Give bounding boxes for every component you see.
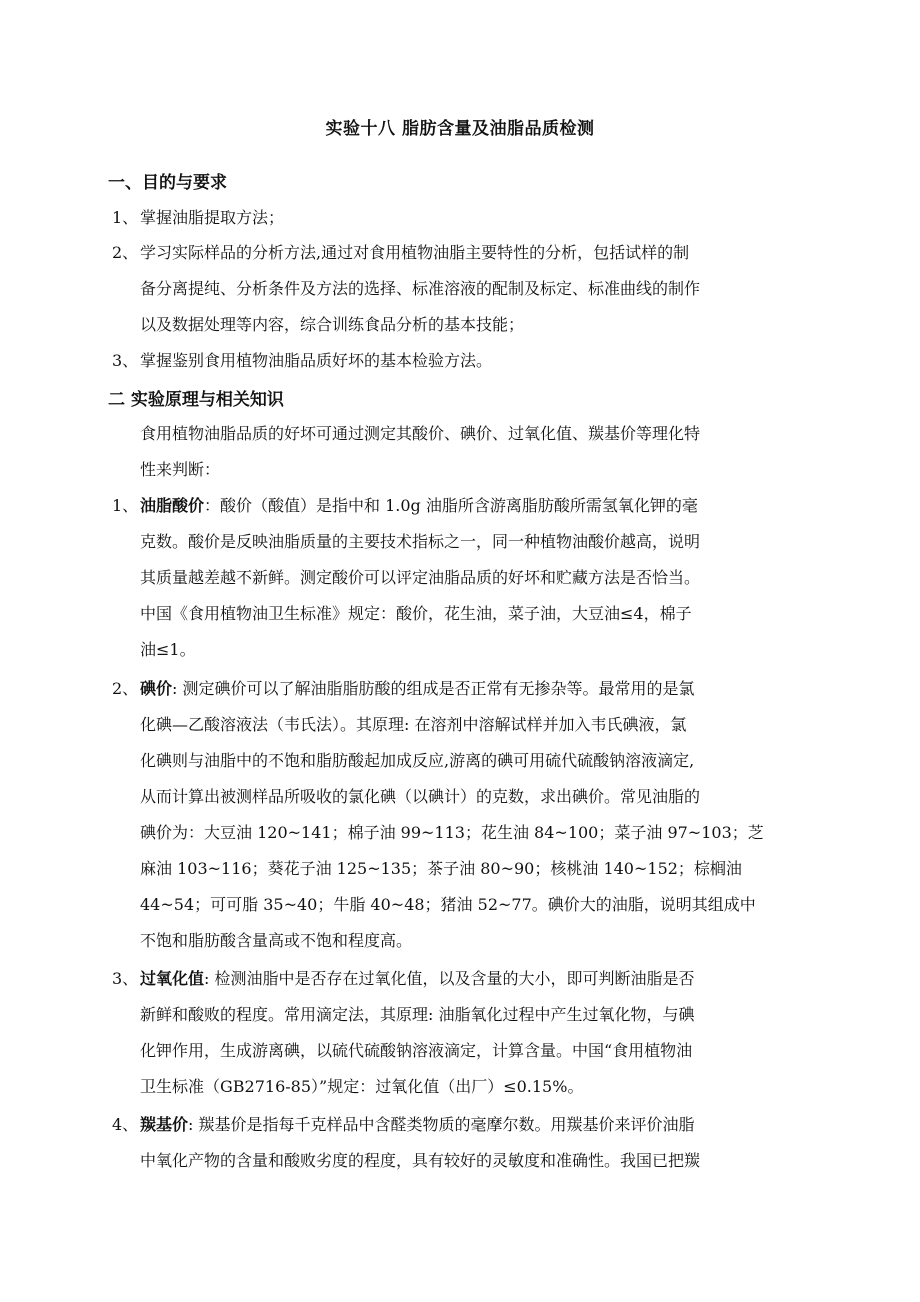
- list-number: 3、: [112, 351, 139, 370]
- list-item-line: 掌握油脂提取方法；: [140, 208, 285, 227]
- list-item-line: 碘价为：大豆油 120~141；棉子油 99~113；花生油 84~100；菜子油 97~103；芝: [140, 823, 764, 842]
- list-item-line: [140, 966, 790, 989]
- term-peroxide-value: 过氧化值: [140, 969, 205, 988]
- term-carbonyl-value: 羰基价: [140, 1115, 189, 1134]
- term-iodine-value: 碘价: [140, 679, 173, 698]
- term-definition: : 测定碘价可以了解油脂脂肪酸的组成是否正常有无掺杂等。最常用的是氯: [172, 679, 695, 698]
- term-definition: ：酸价（酸值）是指中和 1.0g 油脂所含游离脂肪酸所需氢氧化钾的毫: [204, 496, 698, 515]
- list-item-line: 克数。酸价是反映油脂质量的主要技术指标之一，同一种植物油酸价越高，说明: [140, 532, 701, 551]
- list-item-line: 麻油 103~116；葵花子油 125~135；茶子油 80~90；核桃油 140~152；棕榈油: [140, 859, 742, 878]
- list-item-line: 化碘则与油脂中的不饱和脂肪酸起加成反应,游离的碘可用硫代硫酸钠溶液滴定,: [140, 751, 695, 770]
- list-number: 4、: [112, 1115, 139, 1134]
- list-item-line: 以及数据处理等内容，综合训练食品分析的基本技能；: [140, 315, 525, 334]
- term-acid-value: 油脂酸价: [140, 496, 205, 515]
- list-number: 1、: [112, 496, 139, 515]
- list-item-line: 44~54；可可脂 35~40；牛脂 40~48；猪油 52~77。碘价大的油脂，说明其组成中: [140, 895, 756, 914]
- list-item-line: 新鲜和酸败的程度。常用滴定法，其原理: 油脂氧化过程中产生过氧化物，与碘: [140, 1005, 695, 1024]
- list-item-line: 备分离提纯、分析条件及方法的选择、标准溶液的配制及标定、标准曲线的制作: [140, 279, 701, 298]
- list-item-line: [140, 676, 790, 699]
- list-item-line: 化碘—乙酸溶液法（韦氏法）。其原理: 在溶剂中溶解试样并加入韦氏碘液，氯: [140, 715, 687, 734]
- list-item-line: 中氧化产物的含量和酸败劣度的程度，具有较好的灵敏度和准确性。我国已把羰: [140, 1151, 701, 1170]
- document-title: 实验十八 脂肪含量及油脂品质检测: [325, 119, 595, 139]
- list-item-line: 从而计算出被测样品所吸收的氯化碘（以碘计）的克数，求出碘价。常见油脂的: [140, 787, 701, 806]
- list-number: 3、: [112, 969, 139, 988]
- list-item-line: 不饱和脂肪酸含量高或不饱和程度高。: [140, 931, 413, 950]
- list-number: 2、: [112, 243, 139, 262]
- list-item-line: 掌握鉴别食用植物油脂品质好坏的基本检验方法。: [140, 351, 493, 370]
- list-item-line: 化钾作用，生成游离碘，以硫代硫酸钠溶液滴定，计算含量。中国“食用植物油: [140, 1041, 693, 1060]
- list-item-line: 卫生标准（GB2716-85）”规定：过氧化值（出厂）≤0.15%。: [140, 1077, 584, 1096]
- list-item-line: 其质量越差越不新鲜。测定酸价可以评定油脂品质的好坏和贮藏方法是否恰当。: [140, 568, 701, 587]
- list-number: 1、: [112, 208, 139, 227]
- list-item-line: 油≤1。: [140, 640, 196, 659]
- list-number: 2、: [112, 679, 139, 698]
- section-heading-principles: 二 实验原理与相关知识: [108, 390, 284, 410]
- section-heading-objectives: 一、目的与要求: [108, 173, 227, 193]
- list-item-line: [140, 493, 790, 516]
- list-item-line: [140, 1112, 790, 1135]
- list-item-line: 中国《食用植物油卫生标准》规定：酸价，花生油，菜子油，大豆油≤4，棉子: [140, 604, 692, 623]
- term-definition: : 羰基价是指每千克样品中含醛类物质的毫摩尔数。用羰基价来评价油脂: [188, 1115, 695, 1134]
- list-item-line: 学习实际样品的分析方法,通过对食用植物油脂主要特性的分析，包括试样的制: [140, 243, 690, 262]
- intro-line: 食用植物油脂品质的好坏可通过测定其酸价、碘价、过氧化值、羰基价等理化特: [140, 424, 701, 443]
- term-definition: : 检测油脂中是否存在过氧化值，以及含量的大小，即可判断油脂是否: [204, 969, 695, 988]
- intro-line: 性来判断：: [140, 460, 221, 479]
